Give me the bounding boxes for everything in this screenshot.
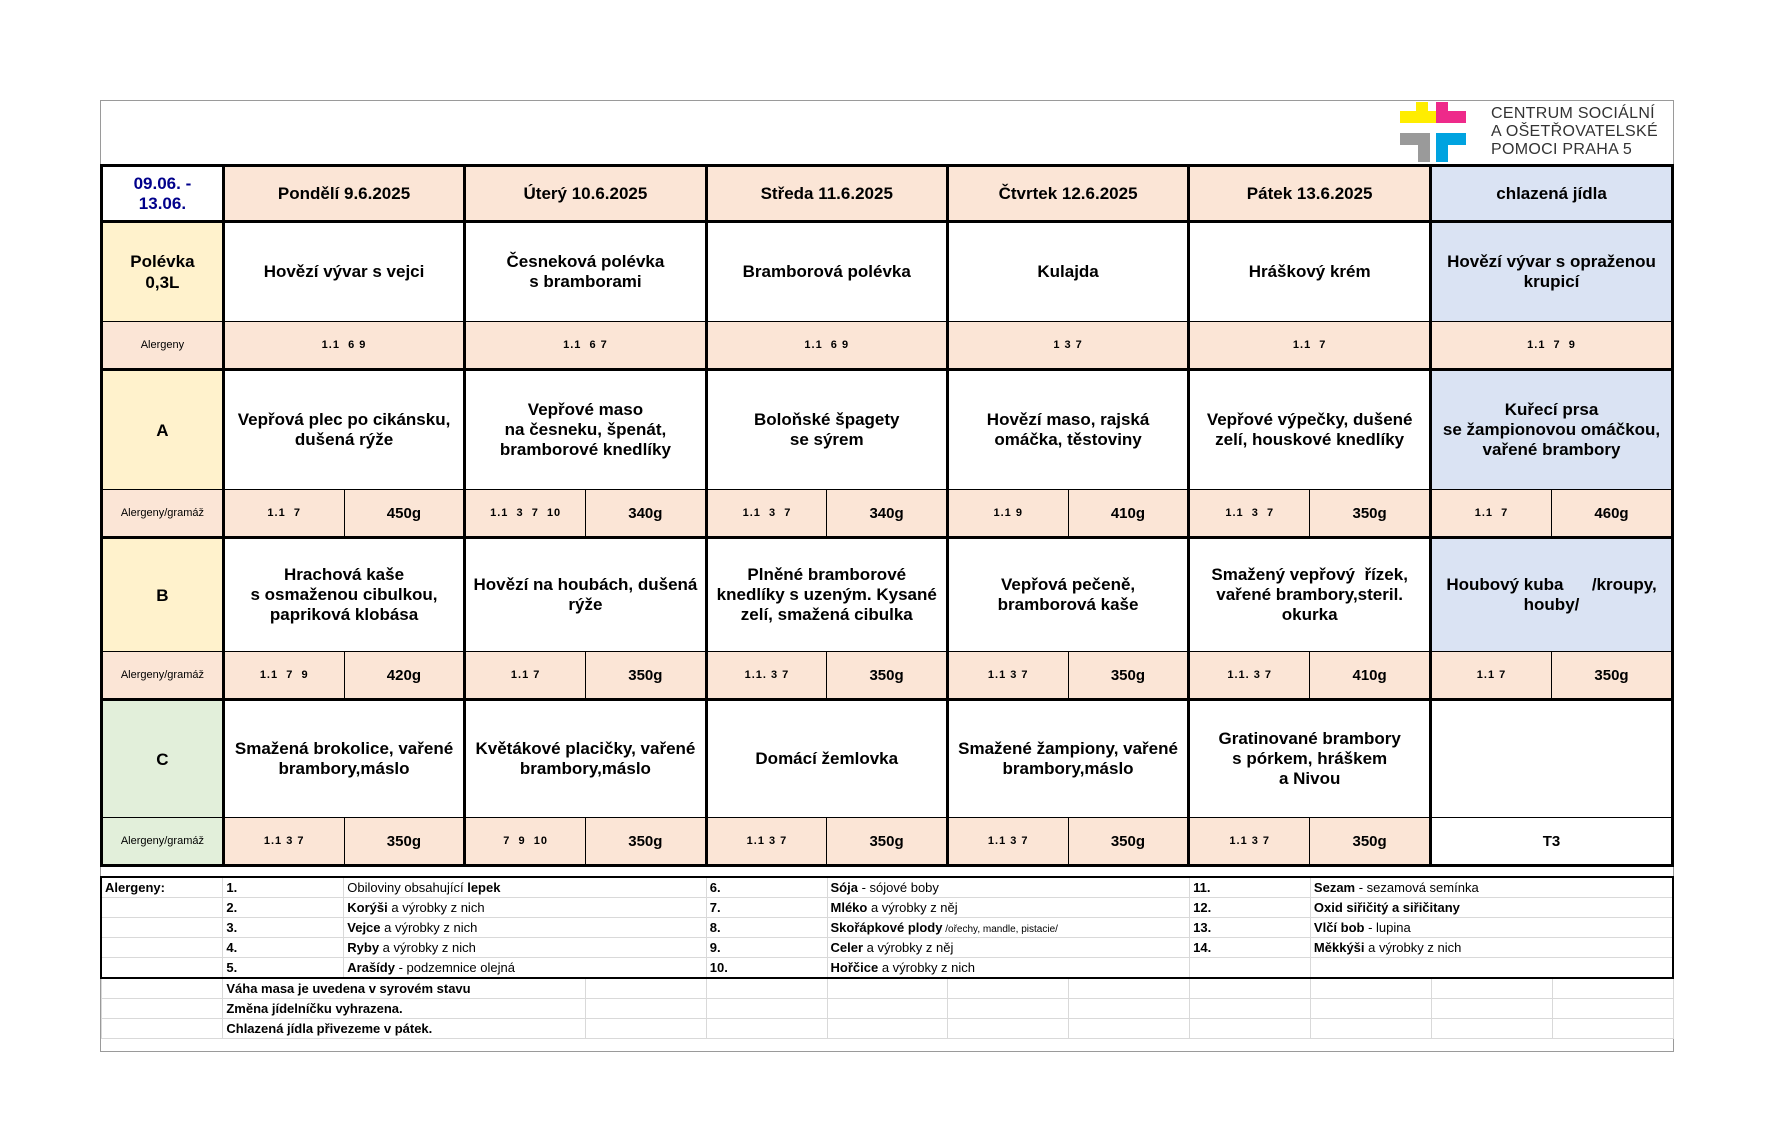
legend-text bbox=[344, 938, 706, 958]
legend-text-pre: Obiloviny obsahující bbox=[347, 880, 468, 895]
top-band bbox=[100, 100, 1674, 164]
portion-weight: 350g bbox=[1068, 652, 1189, 700]
allergen-codes: 1.1 3 7 bbox=[706, 818, 827, 866]
allergen-codes: 1.1 7 bbox=[465, 652, 586, 700]
soup-label bbox=[102, 222, 224, 322]
legend-text-bold: Ryby bbox=[347, 940, 380, 955]
menu-sheet bbox=[100, 100, 1674, 1052]
meal-c-dish bbox=[465, 700, 706, 818]
dish-line: houby/ bbox=[1523, 595, 1580, 614]
legend-text-rest: - lupina bbox=[1364, 920, 1411, 935]
legend-spacer bbox=[586, 1019, 707, 1039]
dish-line: s bramborami bbox=[529, 272, 642, 291]
soup-volume: 0,3L bbox=[145, 273, 180, 292]
dish-line: okurka bbox=[1281, 605, 1338, 624]
allergen-codes: 7 9 10 bbox=[465, 818, 586, 866]
legend-spacer bbox=[101, 999, 223, 1019]
weekly-menu-table bbox=[100, 164, 1674, 867]
legend-text-rest: /ořechy, mandle, pistacie/ bbox=[942, 924, 1058, 935]
dish-line: brambory,máslo bbox=[519, 759, 651, 778]
soup-allergen-row bbox=[102, 322, 1673, 370]
portion-weight: 350g bbox=[586, 818, 707, 866]
legend-text-bold: Vlčí bob bbox=[1313, 920, 1365, 935]
dish-line: vařené brambory,steril. bbox=[1216, 585, 1404, 604]
date-range-start: 09.06. - bbox=[133, 173, 192, 193]
soup-dish bbox=[465, 222, 706, 322]
meal-a-dish bbox=[706, 370, 947, 490]
legend-spacer bbox=[948, 978, 1069, 999]
legend-spacer bbox=[706, 978, 827, 999]
dish-line: na česneku, špenát, bbox=[504, 420, 667, 439]
portion-weight: 350g bbox=[827, 818, 948, 866]
soup-dish bbox=[1189, 222, 1431, 322]
legend-spacer bbox=[1190, 958, 1311, 979]
legend-spacer bbox=[1190, 978, 1311, 999]
soup-row bbox=[102, 222, 1673, 322]
meal-b-dish bbox=[465, 538, 706, 652]
dish-line: Smažený vepřový řízek, bbox=[1211, 565, 1408, 584]
legend-text-bold: Oxid siřičitý a siřičitany bbox=[1313, 900, 1460, 915]
meal-a-dish bbox=[1431, 370, 1673, 490]
legend-text-rest: - sezamová semínka bbox=[1355, 880, 1479, 895]
portion-weight: 340g bbox=[827, 490, 948, 538]
portion-weight: 350g bbox=[1068, 818, 1189, 866]
allergen-codes: 1.1 3 7 bbox=[1189, 818, 1310, 866]
legend-text bbox=[827, 898, 1190, 918]
legend-num: 3. bbox=[223, 918, 344, 938]
dish-line: rýže bbox=[568, 595, 603, 614]
legend-text-bold: Mléko bbox=[830, 900, 868, 915]
legend-spacer bbox=[1552, 1019, 1673, 1039]
legend-text-rest: a výrobky z nich bbox=[1364, 940, 1462, 955]
soup-dish bbox=[223, 222, 464, 322]
legend-text-bold: Celer bbox=[830, 940, 864, 955]
legend-spacer bbox=[1431, 1019, 1552, 1039]
soup-dish bbox=[947, 222, 1188, 322]
dish-line: brambory,máslo bbox=[1002, 759, 1134, 778]
legend-spacer bbox=[706, 999, 827, 1019]
legend-spacer bbox=[1190, 999, 1311, 1019]
dish-line: s pórkem, hráškem bbox=[1232, 749, 1388, 768]
allergen-codes: 1.1 7 bbox=[1431, 652, 1552, 700]
allergen-codes: 1.1 6 9 bbox=[223, 322, 464, 370]
legend-spacer bbox=[706, 1019, 827, 1039]
dish-line: omáčka, těstoviny bbox=[994, 430, 1142, 449]
legend-text bbox=[827, 877, 1190, 898]
dish-line: Hovězí maso, rajská bbox=[986, 410, 1150, 429]
dish-line: Hrachová kaše bbox=[284, 565, 405, 584]
date-range-end: 13.06. bbox=[138, 193, 187, 213]
dish-line: se žampionovou omáčkou, bbox=[1442, 420, 1661, 439]
legend-text bbox=[344, 898, 706, 918]
allergen-codes: 1.1 3 7 bbox=[706, 490, 827, 538]
allergen-label: Alergeny bbox=[102, 322, 224, 370]
legend-spacer bbox=[827, 999, 948, 1019]
portion-weight: 350g bbox=[827, 652, 948, 700]
legend-spacer bbox=[1310, 958, 1673, 979]
dish-line: Hovězí vývar s opraženou bbox=[1447, 252, 1656, 271]
allergen-codes: 1.1. 3 7 bbox=[1189, 652, 1310, 700]
legend-text bbox=[344, 918, 706, 938]
portion-weight: 340g bbox=[586, 490, 707, 538]
meal-c-row bbox=[102, 700, 1673, 818]
dish-line: a Nivou bbox=[1278, 769, 1341, 788]
soup-label-line: Polévka bbox=[130, 252, 195, 271]
dish-line: Smažená brokolice, vařené bbox=[234, 739, 454, 758]
legend-num: 6. bbox=[706, 877, 827, 898]
meal-b-dish bbox=[947, 538, 1188, 652]
dish-line: vařené brambory bbox=[1482, 440, 1621, 459]
allergen-gram-label: Alergeny/gramáž bbox=[102, 490, 224, 538]
dish-line: Vepřové maso bbox=[527, 400, 644, 419]
allergen-gram-label: Alergeny/gramáž bbox=[102, 652, 224, 700]
day-header: Středa 11.6.2025 bbox=[706, 166, 947, 222]
dish-line: Vepřová plec po cikánsku, bbox=[237, 410, 451, 429]
legend-text-bold: Korýši bbox=[347, 900, 388, 915]
dish-line: knedlíky s uzeným. Kysané bbox=[716, 585, 937, 604]
legend-text-rest: a výrobky z něj bbox=[863, 940, 954, 955]
legend-num: 9. bbox=[706, 938, 827, 958]
legend-spacer bbox=[948, 1019, 1069, 1039]
portion-weight: 410g bbox=[1068, 490, 1189, 538]
meal-c-label: C bbox=[102, 700, 224, 818]
legend-text-rest: - sójové boby bbox=[857, 880, 939, 895]
dish-line: Vepřové výpečky, dušené bbox=[1206, 410, 1413, 429]
legend-spacer bbox=[948, 999, 1069, 1019]
meal-c-dish bbox=[1189, 700, 1431, 818]
legend-text-rest: a výrobky z nich bbox=[379, 940, 476, 955]
portion-weight: 350g bbox=[1310, 490, 1431, 538]
dish-line: Boloňské špagety bbox=[754, 410, 900, 429]
legend-spacer bbox=[101, 918, 223, 938]
legend-spacer bbox=[101, 898, 223, 918]
legend-spacer bbox=[1069, 978, 1190, 999]
legend-text bbox=[1310, 898, 1673, 918]
legend-text bbox=[344, 958, 706, 979]
dish-line: dušená rýže bbox=[294, 430, 394, 449]
meal-c-dish bbox=[706, 700, 947, 818]
meal-c-dish-empty bbox=[1431, 700, 1673, 818]
day-header: Úterý 10.6.2025 bbox=[465, 166, 706, 222]
legend-spacer bbox=[586, 999, 707, 1019]
legend-spacer bbox=[1431, 999, 1552, 1019]
meal-b-row bbox=[102, 538, 1673, 652]
header-row bbox=[102, 166, 1673, 222]
legend-row bbox=[101, 898, 1673, 918]
legend-spacer bbox=[1310, 978, 1431, 999]
meal-b-dish bbox=[223, 538, 464, 652]
legend-text-rest: - podzemnice olejná bbox=[394, 960, 515, 975]
meal-a-dish bbox=[1189, 370, 1431, 490]
legend-text-rest: a výrobky z nich bbox=[878, 960, 976, 975]
allergen-codes: 1.1 7 bbox=[1431, 490, 1552, 538]
legend-spacer bbox=[101, 978, 223, 999]
meal-c-dish bbox=[947, 700, 1188, 818]
allergen-codes: 1.1 6 7 bbox=[465, 322, 706, 370]
meal-a-label: A bbox=[102, 370, 224, 490]
legend-spacer bbox=[1069, 999, 1190, 1019]
dish-line: zelí, houskové knedlíky bbox=[1215, 430, 1405, 449]
dish-line: s osmaženou cibulkou, bbox=[250, 585, 438, 604]
legend-spacer bbox=[1431, 978, 1552, 999]
meal-a-dish bbox=[223, 370, 464, 490]
allergen-codes: 1.1 9 bbox=[947, 490, 1068, 538]
meal-b-dish bbox=[1431, 538, 1673, 652]
allergen-codes: 1.1 3 7 bbox=[1189, 490, 1310, 538]
legend-row bbox=[101, 938, 1673, 958]
allergen-codes: 1.1 7 bbox=[223, 490, 344, 538]
legend-text bbox=[827, 918, 1190, 938]
day-header: Pondělí 9.6.2025 bbox=[223, 166, 464, 222]
portion-weight: 460g bbox=[1551, 490, 1672, 538]
legend-row bbox=[101, 958, 1673, 979]
legend-num: 10. bbox=[706, 958, 827, 979]
logo-cyan-v bbox=[1436, 133, 1448, 162]
logo-gray-v bbox=[1418, 133, 1430, 162]
logo-text bbox=[1491, 105, 1671, 159]
allergen-codes: 1.1 6 9 bbox=[706, 322, 947, 370]
legend-num: 4. bbox=[223, 938, 344, 958]
dish-line: Kulajda bbox=[1037, 262, 1099, 281]
meal-b-label: B bbox=[102, 538, 224, 652]
portion-weight: 350g bbox=[586, 652, 707, 700]
dish-line: Hráškový krém bbox=[1248, 262, 1371, 281]
meal-a-allergen-row bbox=[102, 490, 1673, 538]
dish-line: Gratinované brambory bbox=[1218, 729, 1401, 748]
allergen-codes: 1.1 3 7 10 bbox=[465, 490, 586, 538]
allergen-codes: 1.1 3 7 bbox=[223, 818, 344, 866]
meal-a-dish bbox=[465, 370, 706, 490]
allergen-legend bbox=[100, 876, 1674, 1039]
legend-spacer bbox=[1552, 999, 1673, 1019]
day-header: Pátek 13.6.2025 bbox=[1189, 166, 1431, 222]
legend-spacer bbox=[101, 1019, 223, 1039]
logo-line: CENTRUM SOCIÁLNÍ bbox=[1491, 105, 1655, 122]
note-text: Změna jídelníčku vyhrazena. bbox=[223, 999, 586, 1019]
dish-line: bramborová kaše bbox=[997, 595, 1139, 614]
allergen-codes: 1.1 3 7 bbox=[947, 818, 1068, 866]
legend-spacer bbox=[1069, 1019, 1190, 1039]
dish-line: bramborové knedlíky bbox=[499, 440, 671, 459]
portion-weight: 350g bbox=[1551, 652, 1672, 700]
legend-spacer bbox=[1310, 1019, 1431, 1039]
legend-text-bold: Měkkýši bbox=[1313, 940, 1365, 955]
dish-line: Kuřecí prsa bbox=[1504, 400, 1599, 419]
legend-spacer bbox=[101, 958, 223, 979]
legend-num: 7. bbox=[706, 898, 827, 918]
legend-text-rest: a výrobky z nich bbox=[387, 900, 485, 915]
legend-text bbox=[827, 958, 1190, 979]
legend-text bbox=[1310, 918, 1673, 938]
legend-spacer bbox=[827, 978, 948, 999]
dish-line: se sýrem bbox=[789, 430, 864, 449]
legend-text-bold: Arašídy bbox=[347, 960, 395, 975]
dish-line: papriková klobása bbox=[269, 605, 419, 624]
day-header: Čtvrtek 12.6.2025 bbox=[947, 166, 1188, 222]
note-text: Váha masa je uvedena v syrovém stavu bbox=[223, 978, 586, 999]
dish-line: Vepřová pečeně, bbox=[1000, 575, 1136, 594]
legend-spacer bbox=[1190, 1019, 1311, 1039]
logo-magenta-v bbox=[1436, 102, 1448, 123]
legend-num: 1. bbox=[223, 877, 344, 898]
chilled-header: chlazená jídla bbox=[1431, 166, 1673, 222]
allergen-codes: 1.1 7 9 bbox=[223, 652, 344, 700]
legend-text-bold: Sója bbox=[830, 880, 858, 895]
legend-num: 2. bbox=[223, 898, 344, 918]
dish-line: Hovězí na houbách, dušená bbox=[473, 575, 698, 594]
note-row bbox=[101, 978, 1673, 999]
legend-text-bold: Vejce bbox=[347, 920, 381, 935]
dish-line: zelí, smažená cibulka bbox=[740, 605, 913, 624]
portion-weight: 410g bbox=[1310, 652, 1431, 700]
note-text: Chlazená jídla přivezeme v pátek. bbox=[223, 1019, 586, 1039]
legend-text-bold: lepek bbox=[467, 880, 501, 895]
note-row bbox=[101, 1019, 1673, 1039]
legend-row bbox=[101, 918, 1673, 938]
legend-title: Alergeny: bbox=[101, 877, 223, 898]
legend-text-rest: a výrobky z nich bbox=[380, 920, 478, 935]
logo-yellow-v bbox=[1416, 102, 1428, 123]
portion-weight: 350g bbox=[1310, 818, 1431, 866]
dish-line: brambory,máslo bbox=[278, 759, 410, 778]
allergen-codes: 1.1. 3 7 bbox=[706, 652, 827, 700]
legend-spacer bbox=[1310, 999, 1431, 1019]
logo-line: POMOCI PRAHA 5 bbox=[1491, 141, 1633, 158]
legend-row bbox=[101, 877, 1673, 898]
dish-line: Bramborová polévka bbox=[742, 262, 911, 281]
meal-c-allergen-row bbox=[102, 818, 1673, 866]
note-row bbox=[101, 999, 1673, 1019]
soup-dish bbox=[1431, 222, 1673, 322]
date-range-cell bbox=[102, 166, 224, 222]
meal-a-dish bbox=[947, 370, 1188, 490]
legend-spacer bbox=[1552, 978, 1673, 999]
dish-line: Hovězí vývar s vejci bbox=[263, 262, 425, 281]
meal-b-dish bbox=[706, 538, 947, 652]
dish-line: Česneková polévka bbox=[506, 252, 665, 271]
dish-line: Plněné bramborové bbox=[747, 565, 907, 584]
legend-text bbox=[1310, 938, 1673, 958]
legend-text bbox=[827, 938, 1190, 958]
legend-num: 12. bbox=[1190, 898, 1311, 918]
meal-c-dish bbox=[223, 700, 464, 818]
legend-spacer bbox=[101, 938, 223, 958]
allergen-codes: 1.1 7 bbox=[1189, 322, 1431, 370]
meal-b-allergen-row bbox=[102, 652, 1673, 700]
legend-text bbox=[1310, 877, 1673, 898]
portion-weight: 350g bbox=[344, 818, 465, 866]
dish-line: Domácí žemlovka bbox=[755, 749, 899, 768]
chilled-code: T3 bbox=[1431, 818, 1673, 866]
legend-spacer bbox=[827, 1019, 948, 1039]
dish-line: Květákové placičky, vařené bbox=[475, 739, 696, 758]
dish-line: krupicí bbox=[1523, 272, 1580, 291]
legend-num: 13. bbox=[1190, 918, 1311, 938]
allergen-codes: 1.1 7 9 bbox=[1431, 322, 1673, 370]
legend-text-bold: Sezam bbox=[1313, 880, 1356, 895]
legend-text bbox=[344, 877, 706, 898]
legend-text-bold: Hořčice bbox=[830, 960, 879, 975]
legend-num: 8. bbox=[706, 918, 827, 938]
soup-dish bbox=[706, 222, 947, 322]
allergen-codes: 1.1 3 7 bbox=[947, 652, 1068, 700]
meal-a-row bbox=[102, 370, 1673, 490]
logo-line: A OŠETŘOVATELSKÉ bbox=[1491, 123, 1658, 140]
legend-spacer bbox=[586, 978, 707, 999]
meal-b-dish bbox=[1189, 538, 1431, 652]
legend-text-rest: a výrobky z něj bbox=[867, 900, 958, 915]
dish-line: Houbový kuba /kroupy, bbox=[1446, 575, 1657, 594]
allergen-codes: 1 3 7 bbox=[947, 322, 1188, 370]
dish-line: Smažené žampiony, vařené bbox=[958, 739, 1178, 758]
legend-num: 5. bbox=[223, 958, 344, 979]
portion-weight: 420g bbox=[344, 652, 465, 700]
legend-num: 14. bbox=[1190, 938, 1311, 958]
allergen-gram-label: Alergeny/gramáž bbox=[102, 818, 224, 866]
legend-num: 11. bbox=[1190, 877, 1311, 898]
portion-weight: 450g bbox=[344, 490, 465, 538]
legend-text-bold: Skořápkové plody bbox=[830, 920, 943, 935]
